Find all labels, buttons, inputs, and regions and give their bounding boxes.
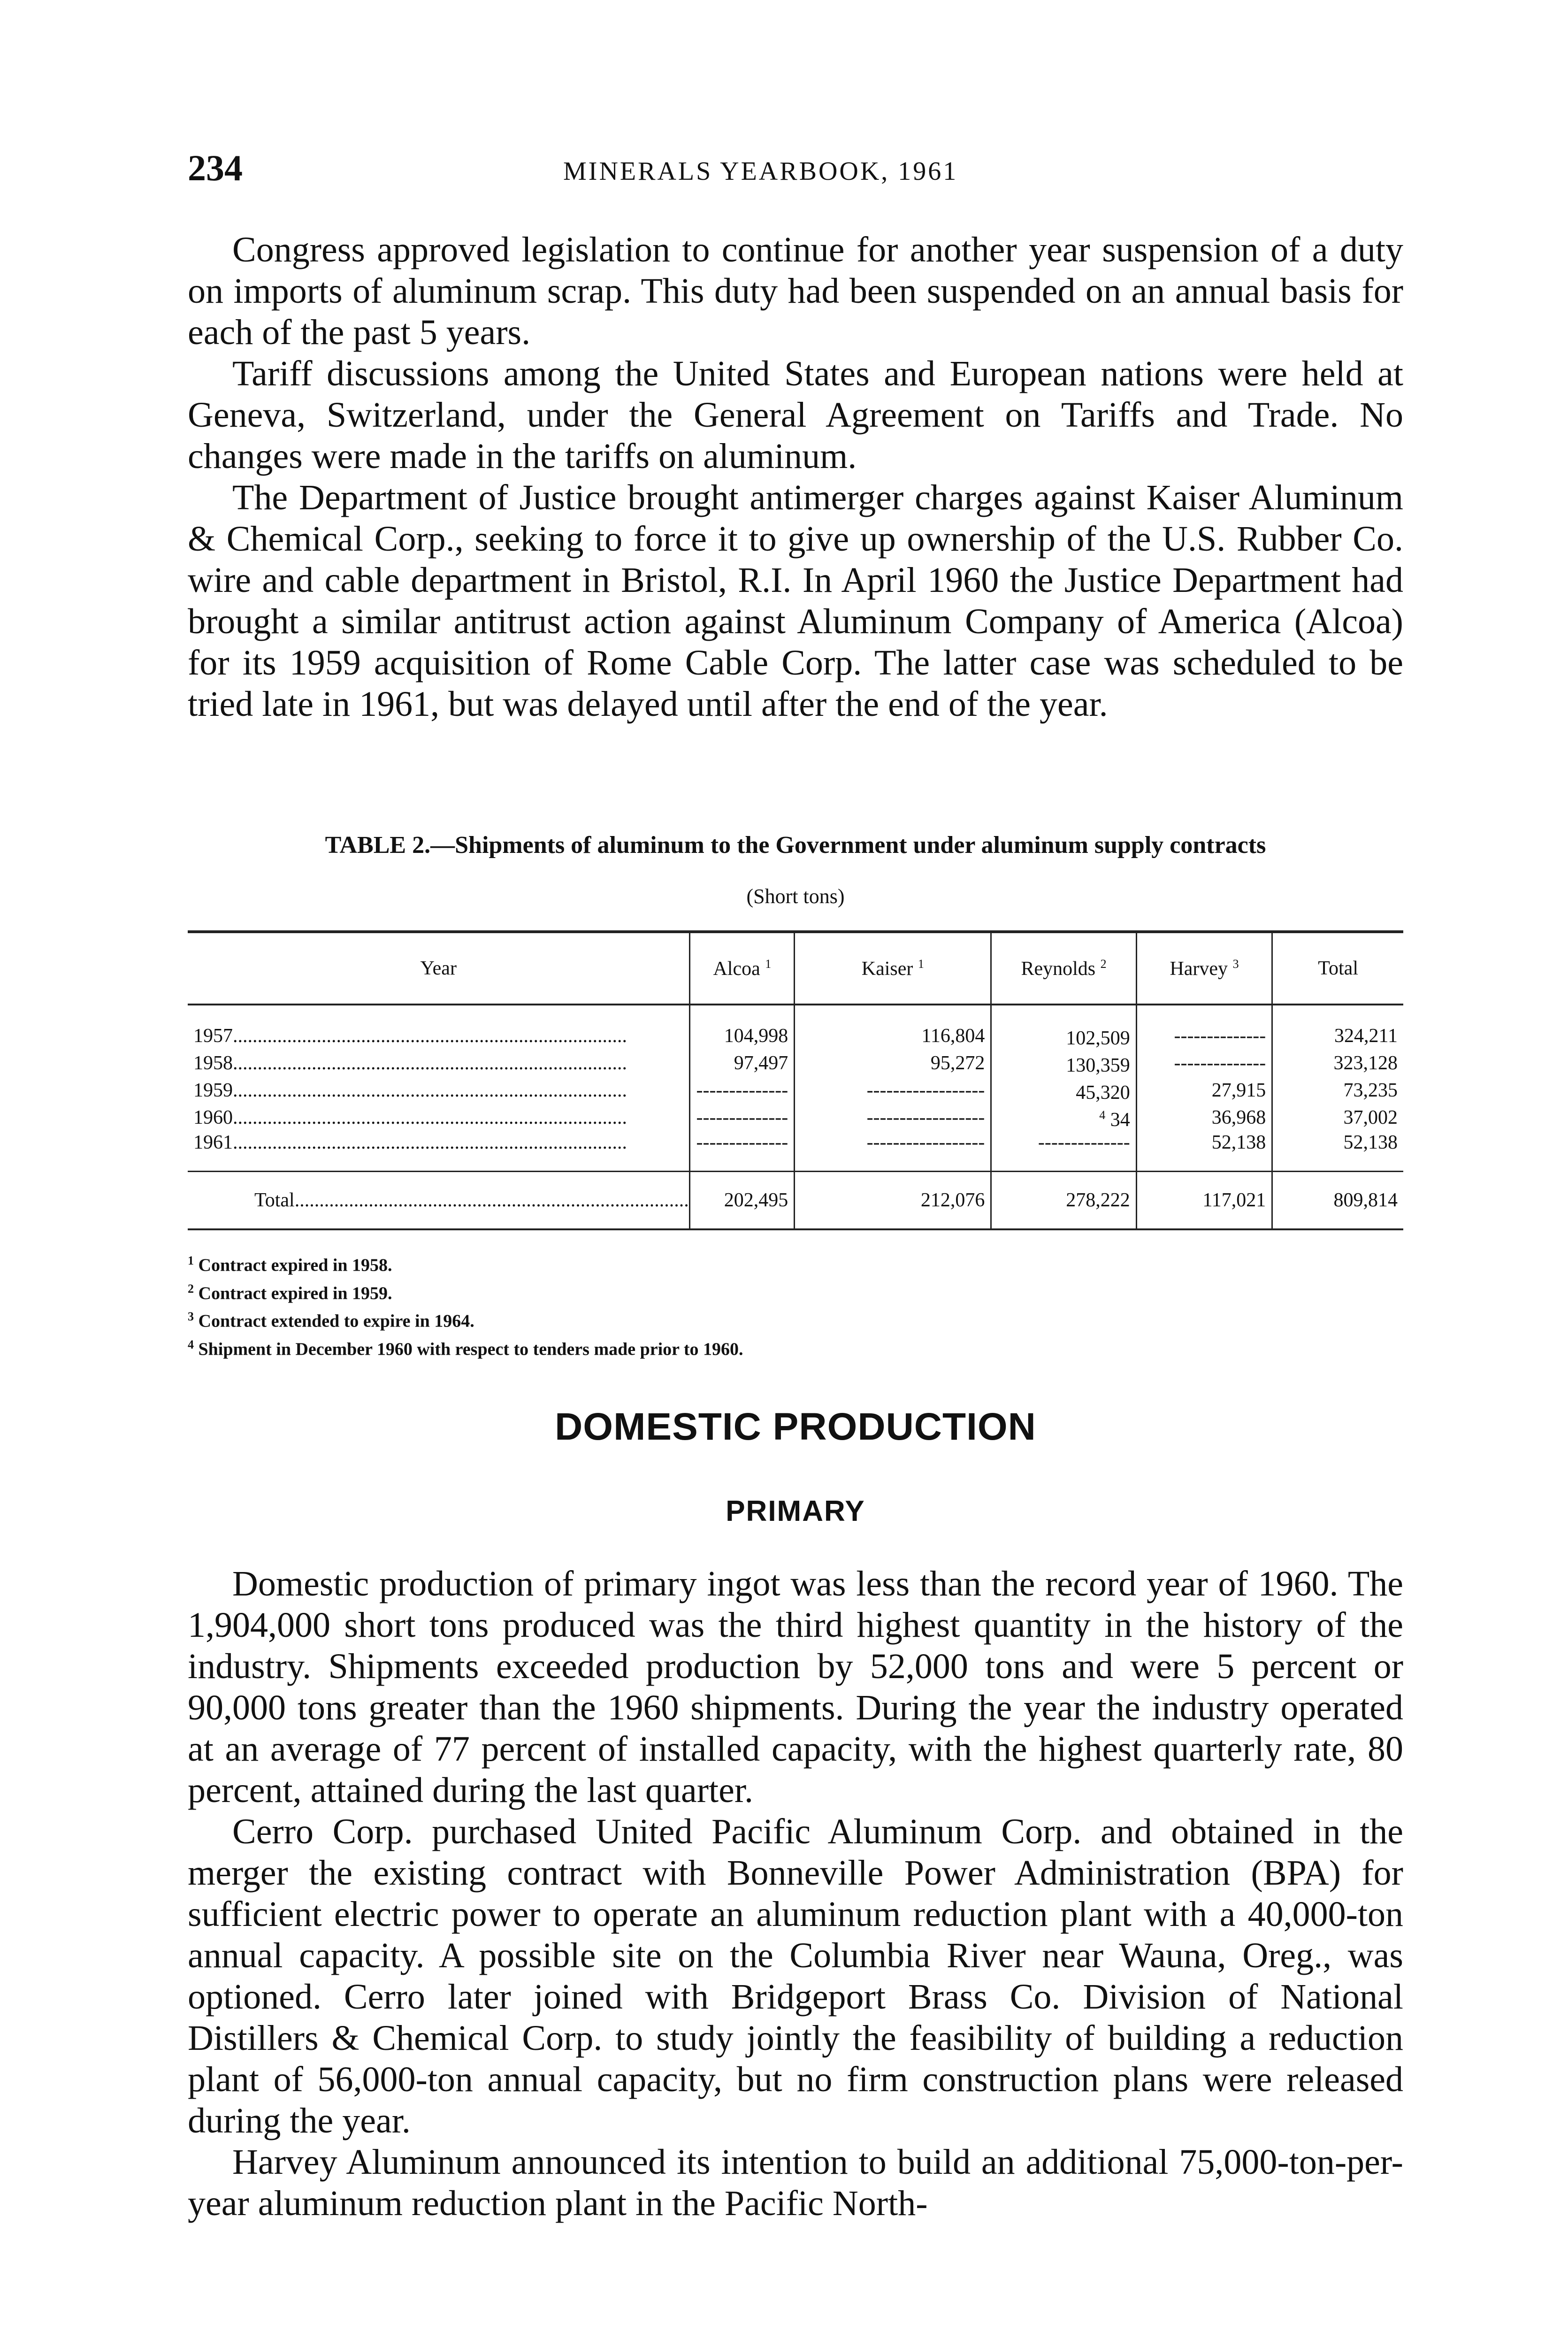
alcoa-cell: -------------- [690, 1131, 795, 1172]
harvey-cell: 52,138 [1136, 1131, 1272, 1172]
paragraph: Tariff discussions among the United States and European nations were held at Geneva, Switzerland, under the General Agreement on Tariffs and Trade. No changes were made in the tariffs on aluminum. [188, 354, 1403, 476]
harvey-cell: 27,915 [1136, 1077, 1272, 1104]
reynolds-cell: $^4$ 34 [991, 1104, 1136, 1131]
year-cell: 1958................................................................................ [193, 1052, 627, 1074]
year-cell: 1961................................................................................ [193, 1132, 627, 1153]
footnote: $^1$ Contract expired in 1958. [188, 1254, 392, 1275]
shipments-table [188, 930, 1403, 1230]
alcoa-total-cell: 202,495 [690, 1172, 795, 1230]
table-title: TABLE 2.—Shipments of aluminum to the Government under aluminum supply contracts [325, 832, 1266, 859]
page-number: 234 [188, 147, 243, 188]
reynolds-cell: 45,320 [991, 1077, 1136, 1104]
harvey-cell: 36,968 [1136, 1104, 1272, 1131]
table-row [188, 1104, 1403, 1131]
paragraph: Harvey Aluminum announced its intention to build an additional 75,000-ton-per-year aluminum reduction plant in the Pacific North- [188, 2142, 1403, 2223]
kaiser-cell: ------------------ [795, 1077, 991, 1104]
alcoa-cell: -------------- [690, 1104, 795, 1131]
reynolds-cell: -------------- [991, 1131, 1136, 1172]
subsection-heading: PRIMARY [726, 1495, 865, 1527]
kaiser-cell: ------------------ [795, 1104, 991, 1131]
column-header-total: Total [1272, 932, 1403, 1005]
column-header-harvey: Harvey $^3$ [1136, 932, 1272, 1005]
grand-total-cell: 809,814 [1272, 1172, 1403, 1230]
paragraph: The Department of Justice brought antimerger charges against Kaiser Aluminum & Chemical Corp., seeking to force it to give up ownership of the U.S. Rubber Co. wire and cable department in Bristol, R.I. In April 1960 the Justice Department had brought a similar antitrust action against Aluminum Company of America (Alcoa) for its 1959 acquisition of Rome Cable Corp. The latter case was scheduled to be tried late in 1961, but was delayed until after the end of the year. [188, 478, 1403, 724]
column-header-reynolds: Reynolds $^2$ [991, 932, 1136, 1005]
table-footnotes [188, 1249, 1403, 1361]
kaiser-cell: ------------------ [795, 1131, 991, 1172]
total-cell: 52,138 [1272, 1131, 1403, 1172]
year-cell: 1957................................................................................ [193, 1025, 627, 1047]
column-header-alcoa: Alcoa $^1$ [690, 932, 795, 1005]
reynolds-total-cell: 278,222 [991, 1172, 1136, 1230]
kaiser-cell: 116,804 [795, 1005, 991, 1050]
year-cell: 1959................................................................................ [193, 1080, 627, 1101]
reynolds-cell: 130,359 [991, 1050, 1136, 1077]
alcoa-cell: 97,497 [690, 1050, 795, 1077]
total-cell: 323,128 [1272, 1050, 1403, 1077]
table-header-row [188, 932, 1403, 1005]
table-total-row [188, 1172, 1403, 1230]
primary-text [188, 1563, 1403, 2224]
kaiser-total-cell: 212,076 [795, 1172, 991, 1230]
year-cell: 1960................................................................................ [193, 1107, 627, 1128]
kaiser-cell: 95,272 [795, 1050, 991, 1077]
harvey-total-cell: 117,021 [1136, 1172, 1272, 1230]
total-cell: 37,002 [1272, 1104, 1403, 1131]
harvey-cell: -------------- [1136, 1005, 1272, 1050]
table-row [188, 1050, 1403, 1077]
total-cell: 324,211 [1272, 1005, 1403, 1050]
paragraph: Congress approved legislation to continue for another year suspension of a duty on imports of aluminum scrap. This duty had been suspended on an annual basis for each of the past 5 years. [188, 230, 1403, 352]
table-row [188, 1131, 1403, 1172]
total-label-cell: Total................................................................................ [188, 1172, 690, 1230]
total-cell: 73,235 [1272, 1077, 1403, 1104]
table-units: (Short tons) [746, 885, 845, 908]
footnote: $^3$ Contract extended to expire in 1964. [188, 1310, 474, 1331]
table-row [188, 1005, 1403, 1050]
paragraph: Cerro Corp. purchased United Pacific Aluminum Corp. and obtained in the merger the existing contract with Bonneville Power Administration (BPA) for sufficient electric power to operate an aluminum reduction plant with a 40,000-ton annual capacity. A possible site on the Columbia River near Wauna, Oreg., was optioned. Cerro later joined with Bridgeport Brass Co. Division of National Distillers & Chemical Corp. to study jointly the feasibility of building a reduction plant of 56,000-ton annual capacity, but no firm construction plans were released during the year. [188, 1812, 1403, 2140]
alcoa-cell: 104,998 [690, 1005, 795, 1050]
table-row [188, 1077, 1403, 1104]
running-head: MINERALS YEARBOOK, 1961 [563, 157, 958, 186]
column-header-year: Year [188, 932, 690, 1005]
paragraph: Domestic production of primary ingot was less than the record year of 1960. The 1,904,000 short tons produced was the third highest quantity in the history of the industry. Shipments exceeded production by 52,000 tons and were 5 percent or 90,000 tons greater than the 1960 shipments. During the year the industry operated at an average of 77 percent of installed capacity, with the highest quarterly rate, 80 percent, attained during the last quarter. [188, 1564, 1403, 1810]
column-header-kaiser: Kaiser $^1$ [795, 932, 991, 1005]
alcoa-cell: -------------- [690, 1077, 795, 1104]
table-2 [188, 831, 1403, 1361]
reynolds-cell: 102,509 [991, 1005, 1136, 1050]
footnote: $^2$ Contract expired in 1959. [188, 1281, 392, 1304]
page-header [188, 149, 1403, 187]
harvey-cell: -------------- [1136, 1050, 1272, 1077]
footnote: $^4$ Shipment in December 1960 with respect to tenders made prior to 1960. [188, 1337, 743, 1359]
section-heading: DOMESTIC PRODUCTION [555, 1405, 1036, 1448]
intro-text [188, 229, 1403, 725]
